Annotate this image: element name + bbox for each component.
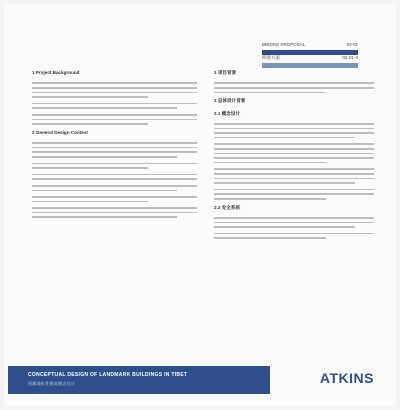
right-para-2 bbox=[214, 123, 374, 138]
text-line bbox=[32, 190, 177, 192]
right-para-4 bbox=[214, 168, 374, 183]
text-line bbox=[214, 198, 326, 200]
text-line bbox=[32, 174, 197, 176]
left-heading-2: 2 General Design Context bbox=[32, 129, 88, 135]
text-line bbox=[214, 153, 374, 155]
header-title: BRIDGE PROPOSAL bbox=[262, 42, 306, 47]
text-line bbox=[214, 182, 355, 184]
text-line bbox=[214, 193, 374, 195]
text-line bbox=[32, 185, 197, 187]
right-para-3 bbox=[214, 143, 374, 163]
text-line bbox=[214, 123, 374, 125]
text-line bbox=[32, 147, 197, 149]
footer-title: CONCEPTUAL DESIGN OF LANDMARK BUILDINGS IN TIBET bbox=[28, 372, 188, 378]
text-line bbox=[214, 168, 374, 170]
text-line bbox=[32, 92, 197, 94]
text-line bbox=[32, 196, 197, 198]
text-line bbox=[214, 92, 326, 94]
left-para-7 bbox=[32, 185, 197, 191]
right-heading-4: 2.2 安全系统 bbox=[214, 204, 241, 210]
right-para-5 bbox=[214, 189, 374, 200]
left-para-4 bbox=[32, 142, 197, 157]
text-line bbox=[32, 142, 197, 144]
text-line bbox=[214, 132, 374, 134]
header-code: ID-01 bbox=[346, 42, 358, 47]
left-column bbox=[32, 66, 197, 223]
text-line bbox=[214, 217, 374, 219]
text-line bbox=[214, 162, 326, 164]
text-line bbox=[214, 143, 374, 145]
right-para-6 bbox=[214, 217, 374, 228]
text-line bbox=[214, 148, 374, 150]
left-para-3 bbox=[32, 114, 197, 125]
text-line bbox=[214, 233, 374, 235]
left-para-1 bbox=[32, 82, 197, 97]
left-para-5 bbox=[32, 163, 197, 169]
text-line bbox=[32, 87, 197, 89]
text-line bbox=[214, 128, 374, 130]
text-line bbox=[32, 82, 197, 84]
text-line bbox=[214, 82, 374, 84]
text-line bbox=[214, 157, 374, 159]
text-line bbox=[214, 222, 374, 224]
left-para-8 bbox=[32, 196, 197, 202]
text-line bbox=[32, 156, 177, 158]
text-line bbox=[32, 163, 197, 165]
footer-subtitle: 西藏地标性建筑概念设计 bbox=[28, 381, 76, 386]
text-line bbox=[32, 114, 197, 116]
text-line bbox=[214, 178, 374, 180]
header-title-cn: 桥梁方案 bbox=[262, 55, 280, 60]
text-line bbox=[214, 137, 355, 139]
text-line bbox=[32, 107, 177, 109]
left-para-2 bbox=[32, 103, 197, 109]
text-line bbox=[32, 212, 197, 214]
atkins-logo: ATKINS bbox=[319, 370, 374, 386]
right-column bbox=[214, 66, 374, 244]
left-heading-1: 1 Project Background bbox=[32, 70, 80, 75]
page-footer bbox=[4, 358, 396, 406]
text-line bbox=[214, 189, 374, 191]
text-line bbox=[214, 237, 326, 239]
text-line bbox=[32, 96, 148, 98]
text-line bbox=[214, 226, 355, 228]
right-heading-1: 1 项目背景 bbox=[214, 70, 237, 75]
right-para-1 bbox=[214, 82, 374, 93]
text-line bbox=[32, 178, 197, 180]
left-para-6 bbox=[32, 174, 197, 180]
text-line bbox=[32, 201, 148, 203]
left-para-9 bbox=[32, 207, 197, 218]
text-line bbox=[32, 119, 197, 121]
page-header bbox=[262, 42, 358, 68]
text-line bbox=[32, 216, 177, 218]
text-line bbox=[32, 167, 148, 169]
document-page bbox=[4, 4, 396, 406]
footer-band bbox=[8, 366, 270, 394]
text-line bbox=[32, 123, 148, 125]
right-heading-2: 2 总体设计背景 bbox=[214, 98, 246, 104]
right-heading-3: 2.1 概念设计 bbox=[214, 110, 241, 116]
right-para-7 bbox=[214, 233, 374, 239]
text-line bbox=[32, 207, 197, 209]
text-line bbox=[32, 103, 197, 105]
text-line bbox=[214, 87, 374, 89]
text-line bbox=[32, 151, 197, 153]
header-ref: 02-01-4 bbox=[342, 55, 358, 60]
text-line bbox=[214, 173, 374, 175]
